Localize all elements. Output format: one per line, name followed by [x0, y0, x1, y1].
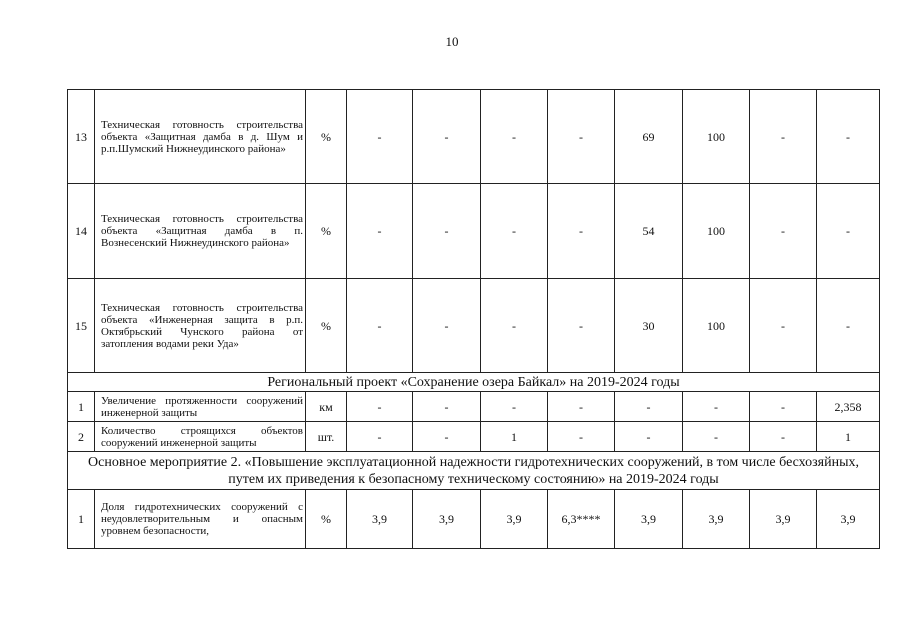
unit-cell: %	[306, 279, 347, 373]
value-cell: -	[347, 392, 413, 422]
value-cell: 54	[615, 184, 683, 279]
value-cell: -	[750, 422, 817, 452]
value-cell: -	[817, 90, 880, 184]
row-number: 13	[68, 90, 95, 184]
value-cell: -	[683, 392, 750, 422]
value-cell: 100	[683, 184, 750, 279]
value-cell: -	[548, 422, 615, 452]
indicator-name: Доля гидротехнических сооружений с неудовлетворительным и опасным уровнем безопасности,	[95, 490, 306, 549]
indicator-name: Количество строящихся объектов сооружений инженерной защиты	[95, 422, 306, 452]
value-cell: -	[548, 90, 615, 184]
row-number: 2	[68, 422, 95, 452]
value-cell: -	[347, 184, 413, 279]
unit-cell: %	[306, 184, 347, 279]
value-cell: 3,9	[615, 490, 683, 549]
value-cell: -	[615, 392, 683, 422]
row-number: 1	[68, 392, 95, 422]
table-row	[68, 422, 880, 452]
value-cell: 100	[683, 279, 750, 373]
unit-cell: шт.	[306, 422, 347, 452]
page-number: 10	[445, 34, 459, 49]
table-row	[68, 90, 880, 184]
value-cell: -	[750, 184, 817, 279]
value-cell: -	[750, 90, 817, 184]
value-cell: -	[750, 279, 817, 373]
table-row	[68, 490, 880, 549]
value-cell: -	[548, 279, 615, 373]
value-cell: -	[413, 279, 481, 373]
value-cell: -	[481, 392, 548, 422]
row-number: 1	[68, 490, 95, 549]
section-row	[68, 452, 880, 490]
value-cell: -	[683, 422, 750, 452]
unit-cell: %	[306, 90, 347, 184]
indicator-name: Техническая готовность строительства объекта «Защитная дамба в д. Шум и р.п.Шумский Нижнеудинского района»	[95, 90, 306, 184]
row-number: 14	[68, 184, 95, 279]
value-cell: 69	[615, 90, 683, 184]
value-cell: 3,9	[750, 490, 817, 549]
section-title: Основное мероприятие 2. «Повышение эксплуатационной надежности гидротехнических сооружений, в том числе бесхозяйных, путем их приведения к безопасному техническому состоянию» на 2019-2024 годы	[68, 452, 880, 490]
value-cell: -	[347, 90, 413, 184]
unit-cell: км	[306, 392, 347, 422]
indicator-name: Техническая готовность строительства объекта «Инженерная защита в р.п. Октябрьский Чунского района от затопления водами реки Уда»	[95, 279, 306, 373]
value-cell: -	[413, 90, 481, 184]
value-cell: -	[413, 392, 481, 422]
value-cell: 2,358	[817, 392, 880, 422]
row-number: 15	[68, 279, 95, 373]
value-cell: -	[548, 392, 615, 422]
value-cell: -	[548, 184, 615, 279]
section-title: Региональный проект «Сохранение озера Байкал» на 2019-2024 годы	[68, 373, 880, 392]
indicator-name: Увеличение протяженности сооружений инженерной защиты	[95, 392, 306, 422]
value-cell: -	[481, 90, 548, 184]
indicators-table	[67, 89, 880, 549]
value-cell: 3,9	[347, 490, 413, 549]
value-cell: 3,9	[413, 490, 481, 549]
unit-cell: %	[306, 490, 347, 549]
value-cell: -	[817, 184, 880, 279]
value-cell: 3,9	[817, 490, 880, 549]
section-row	[68, 373, 880, 392]
value-cell: -	[413, 422, 481, 452]
value-cell: 1	[481, 422, 548, 452]
value-cell: 6,3****	[548, 490, 615, 549]
value-cell: 100	[683, 90, 750, 184]
value-cell: 3,9	[481, 490, 548, 549]
value-cell: -	[481, 279, 548, 373]
value-cell: -	[413, 184, 481, 279]
table-row	[68, 392, 880, 422]
value-cell: 30	[615, 279, 683, 373]
value-cell: 3,9	[683, 490, 750, 549]
value-cell: -	[615, 422, 683, 452]
table-row	[68, 184, 880, 279]
value-cell: -	[817, 279, 880, 373]
indicator-name: Техническая готовность строительства объекта «Защитная дамба в п. Вознесенский Нижнеудинского района»	[95, 184, 306, 279]
value-cell: -	[347, 279, 413, 373]
value-cell: -	[750, 392, 817, 422]
table-row	[68, 279, 880, 373]
value-cell: -	[481, 184, 548, 279]
value-cell: -	[347, 422, 413, 452]
value-cell: 1	[817, 422, 880, 452]
